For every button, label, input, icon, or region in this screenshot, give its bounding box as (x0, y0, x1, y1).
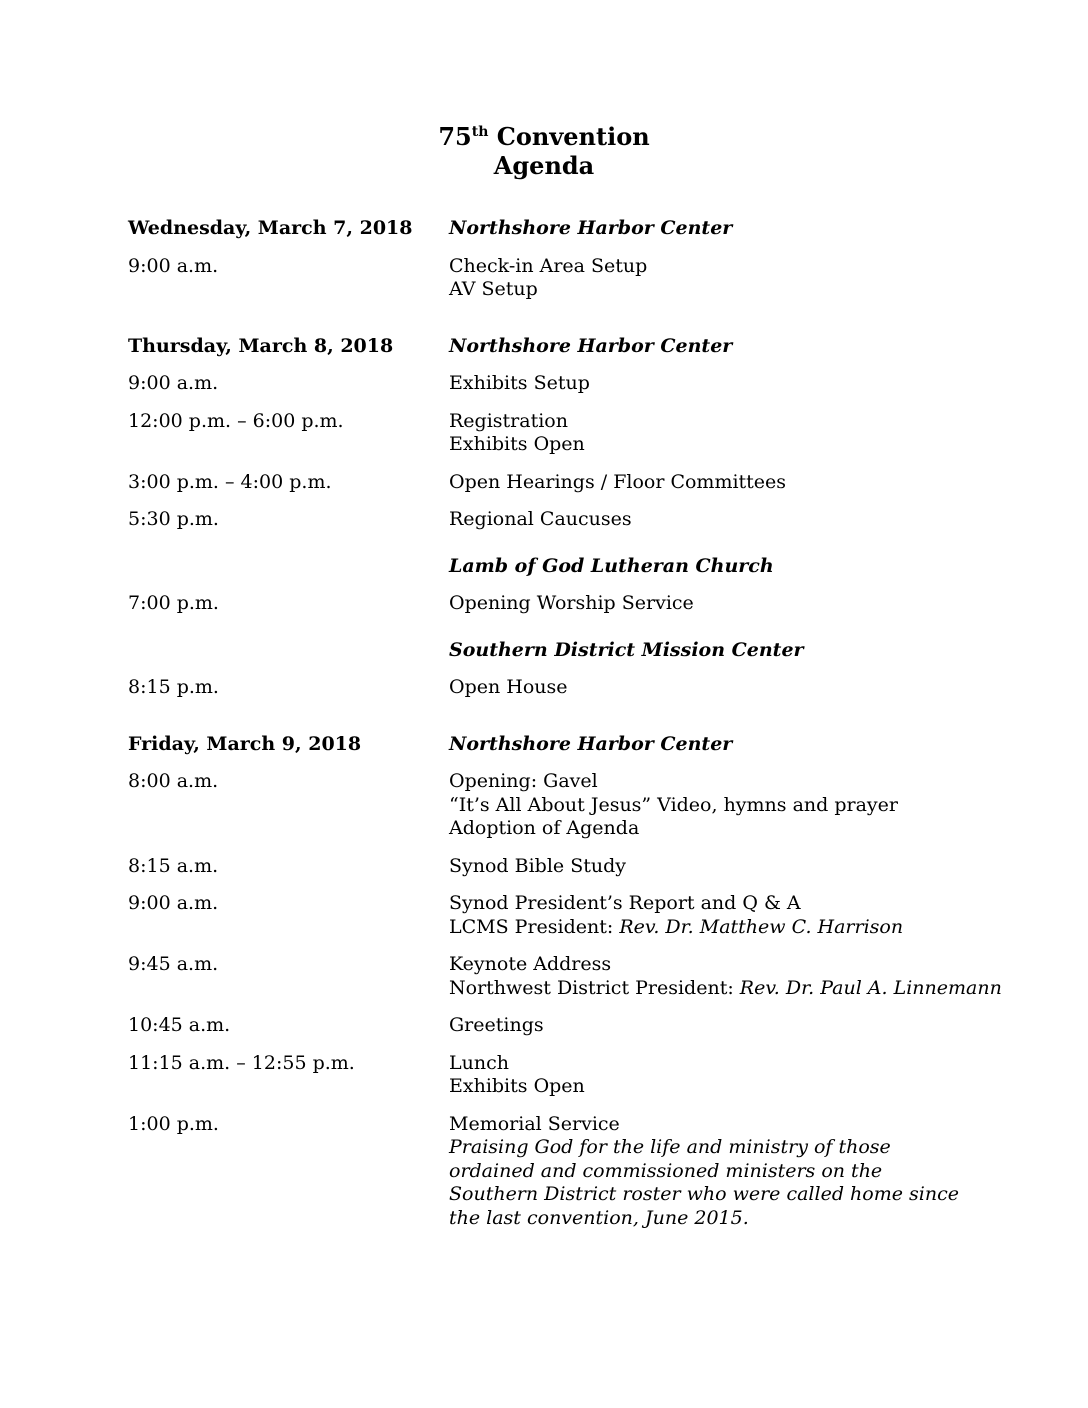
agenda-row (128, 1113, 1048, 1231)
event-line-person-name: Rev. Dr. Paul A. Linnemann (739, 976, 1002, 999)
memorial-service-note: Praising God for the life and ministry of those ordained and commissioned ministers on the Southern District roster who were called home since the last convention, June 2015. (449, 1136, 959, 1229)
section-date: Thursday, March 8, 2018 (128, 334, 394, 357)
agenda-row (128, 255, 1048, 302)
empty-time-cell (128, 639, 449, 663)
agenda-row (128, 592, 1048, 616)
event-line: Regional Caucuses (449, 508, 632, 530)
title-ordinal: th (471, 124, 489, 140)
event-time: 9:00 a.m. (128, 254, 219, 277)
event-line: Check-in Area Setup (449, 254, 648, 277)
event-line: Exhibits Open (449, 1075, 585, 1097)
section-date: Wednesday, March 7, 2018 (128, 217, 413, 239)
agenda-row (128, 892, 1048, 939)
agenda-section-thursday (128, 335, 1048, 714)
section-header (128, 217, 1048, 241)
event-details (449, 410, 1048, 457)
event-line: Synod President’s Report and Q & A (449, 892, 801, 914)
event-details (449, 508, 1048, 532)
agenda-section-wednesday (128, 217, 1048, 316)
agenda-row (128, 471, 1048, 495)
event-time: 8:15 p.m. (128, 676, 219, 698)
agenda-row (128, 770, 1048, 841)
event-details (449, 953, 1048, 1000)
event-details (449, 770, 1048, 841)
section-venue: Northshore Harbor Center (449, 732, 733, 755)
event-line: Lunch (449, 1051, 509, 1074)
section-header (128, 733, 1048, 757)
event-time: 11:15 a.m. – 12:55 p.m. (128, 1051, 355, 1074)
event-line: Memorial Service (449, 1112, 620, 1135)
event-details (449, 1113, 1048, 1231)
event-line (449, 916, 1048, 940)
section-header (128, 335, 1048, 359)
event-details (449, 855, 1048, 879)
title-number: 75 (438, 122, 472, 151)
event-time: 10:45 a.m. (128, 1014, 231, 1036)
agenda-row (128, 953, 1048, 1000)
event-line: AV Setup (449, 278, 538, 300)
section-venue: Northshore Harbor Center (449, 217, 733, 239)
event-details (449, 1052, 1048, 1099)
event-line: Adoption of Agenda (449, 817, 640, 839)
title-rest: Convention (488, 122, 650, 151)
agenda-row (128, 676, 1048, 700)
event-line: Opening: Gavel (449, 770, 598, 792)
page-title (0, 122, 1088, 180)
event-time: 8:00 a.m. (128, 770, 219, 792)
event-time: 9:45 a.m. (128, 953, 219, 975)
event-details (449, 592, 1048, 616)
event-line: Exhibits Open (449, 433, 585, 455)
section-venue: Northshore Harbor Center (449, 334, 733, 357)
event-details (449, 255, 1048, 302)
event-line-prefix: Northwest District President: (449, 976, 740, 999)
agenda-row (128, 372, 1048, 396)
event-details (449, 1014, 1048, 1038)
event-line: Keynote Address (449, 953, 612, 975)
event-time: 9:00 a.m. (128, 372, 219, 394)
event-line-prefix: LCMS President: (449, 915, 620, 938)
empty-time-cell (128, 555, 449, 579)
event-time: 8:15 a.m. (128, 854, 219, 877)
event-time: 9:00 a.m. (128, 892, 219, 914)
event-details (449, 676, 1048, 700)
venue-row (128, 639, 1048, 663)
event-line-person-name: Rev. Dr. Matthew C. Harrison (619, 915, 904, 938)
event-line: Registration (449, 409, 568, 432)
event-line: “It’s All About Jesus” Video, hymns and prayer (449, 793, 898, 816)
agenda-row (128, 1014, 1048, 1038)
event-details (449, 372, 1048, 396)
event-line: Greetings (449, 1014, 544, 1036)
page-title-line-2: Agenda (493, 151, 595, 180)
section-date: Friday, March 9, 2018 (128, 732, 362, 755)
event-details (449, 471, 1048, 495)
agenda-row (128, 508, 1048, 532)
event-line: Exhibits Setup (449, 372, 590, 394)
agenda-row (128, 1052, 1048, 1099)
sub-venue: Lamb of God Lutheran Church (449, 554, 774, 577)
agenda-row (128, 410, 1048, 457)
page-title-line-1 (0, 122, 1088, 151)
event-time: 5:30 p.m. (128, 508, 219, 530)
sub-venue: Southern District Mission Center (449, 638, 804, 661)
event-line: Open House (449, 676, 568, 698)
agenda-section-friday (128, 733, 1048, 1245)
event-line: Open Hearings / Floor Committees (449, 470, 787, 493)
event-time: 1:00 p.m. (128, 1112, 219, 1135)
event-time: 7:00 p.m. (128, 592, 219, 614)
event-time: 3:00 p.m. – 4:00 p.m. (128, 470, 332, 493)
venue-row (128, 555, 1048, 579)
event-line (449, 977, 1048, 1001)
event-line: Synod Bible Study (449, 854, 626, 877)
event-details (449, 892, 1048, 939)
agenda-row (128, 855, 1048, 879)
event-time: 12:00 p.m. – 6:00 p.m. (128, 409, 344, 432)
event-line: Opening Worship Service (449, 592, 694, 614)
